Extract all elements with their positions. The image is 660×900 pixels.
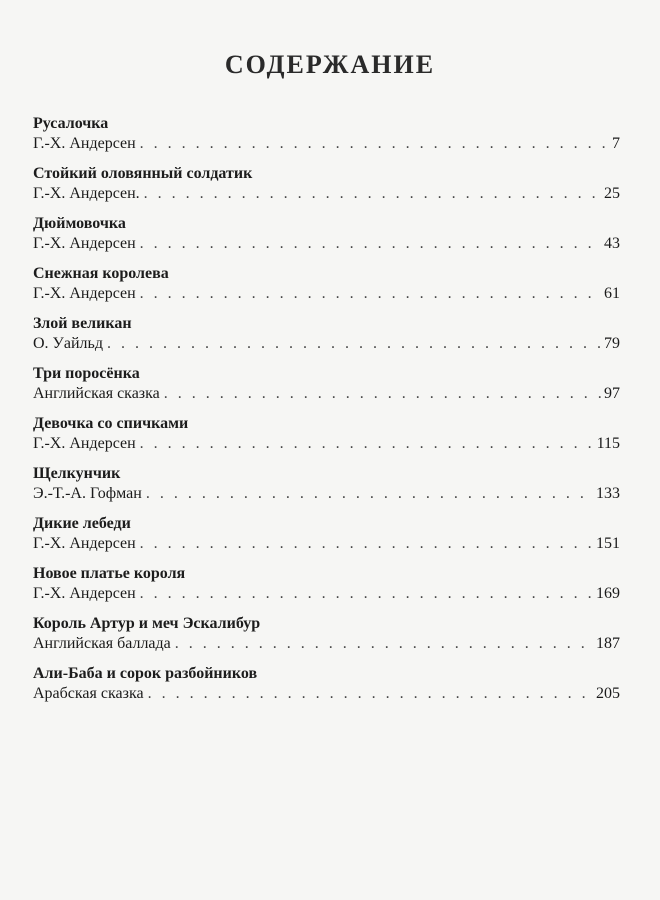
toc-entry-page: 187 xyxy=(596,635,620,652)
toc-entry-title: Щелкунчик xyxy=(33,465,121,482)
toc-entry-author: Английская сказка xyxy=(33,385,160,402)
toc-entry-page: 151 xyxy=(596,535,620,552)
toc-entry[interactable] xyxy=(33,565,620,615)
page-title: СОДЕРЖАНИЕ xyxy=(224,50,436,79)
toc-entry-page: 133 xyxy=(596,485,620,502)
toc-entry-author: Г.-Х. Андерсен xyxy=(33,135,136,152)
dot-leader xyxy=(140,283,602,305)
toc-entry[interactable] xyxy=(33,165,620,215)
toc-entry[interactable] xyxy=(33,615,620,665)
dot-leader xyxy=(175,633,594,655)
dot-leader xyxy=(140,133,610,155)
toc-entry[interactable] xyxy=(33,665,620,715)
toc-entry-author: Английская баллада xyxy=(33,635,171,652)
toc-entry-line xyxy=(33,383,620,405)
toc-entry-author: Г.-Х. Андерсен xyxy=(33,535,136,552)
toc-entry[interactable] xyxy=(33,215,620,265)
toc-entry-author: Г.-Х. Андерсен xyxy=(33,585,136,602)
toc-entry-title: Три поросёнка xyxy=(33,365,140,382)
toc-entry-line xyxy=(33,283,620,305)
toc-entry-author: Г.-Х. Андерсен xyxy=(33,285,136,302)
dot-leader xyxy=(148,683,594,705)
toc-entry[interactable] xyxy=(33,415,620,465)
toc-entry-title: Снежная королева xyxy=(33,265,169,282)
dot-leader xyxy=(140,433,595,455)
toc-entry-title: Русалочка xyxy=(33,115,109,132)
toc-entry-author: О. Уайльд xyxy=(33,335,103,352)
toc-entry-title: Дикие лебеди xyxy=(33,515,131,532)
toc-entry-author: Г.-Х. Андерсен xyxy=(33,435,136,452)
toc-entry-line xyxy=(33,133,620,155)
toc-entry-author: Арабская сказка xyxy=(33,685,144,702)
toc-entry-page: 97 xyxy=(604,385,620,402)
dot-leader xyxy=(140,233,602,255)
toc-entry-line xyxy=(33,583,620,605)
toc-entry-line xyxy=(33,433,620,455)
toc-entry[interactable] xyxy=(33,115,620,165)
dot-leader xyxy=(140,533,594,555)
dot-leader xyxy=(140,583,594,605)
toc-entry-line xyxy=(33,183,620,205)
toc-entry-author: Г.-Х. Андерсен. xyxy=(33,185,140,202)
toc-entry-page: 7 xyxy=(612,135,620,152)
toc-entry-line xyxy=(33,483,620,505)
toc-entry-page: 43 xyxy=(604,235,620,252)
toc-entry-title: Злой великан xyxy=(33,315,132,332)
dot-leader xyxy=(144,183,602,205)
toc-entry-title: Стойкий оловянный солдатик xyxy=(33,165,253,182)
dot-leader xyxy=(146,483,594,505)
toc-entry-title: Дюймовочка xyxy=(33,215,126,232)
toc-entry-line xyxy=(33,233,620,255)
toc-entry-title: Али-Баба и сорок разбойников xyxy=(33,665,258,682)
table-of-contents xyxy=(33,115,620,715)
toc-entry[interactable] xyxy=(33,265,620,315)
toc-entry[interactable] xyxy=(33,465,620,515)
toc-entry-title: Девочка со спичками xyxy=(33,415,189,432)
dot-leader xyxy=(164,383,602,405)
dot-leader xyxy=(107,333,602,355)
toc-entry-line xyxy=(33,533,620,555)
toc-entry-page: 205 xyxy=(596,685,620,702)
toc-entry-page: 25 xyxy=(604,185,620,202)
toc-entry-title: Король Артур и меч Эскалибур xyxy=(33,615,261,632)
toc-entry-page: 169 xyxy=(596,585,620,602)
toc-entry-line xyxy=(33,683,620,705)
toc-entry-title: Новое платье короля xyxy=(33,565,186,582)
toc-entry-author: Г.-Х. Андерсен xyxy=(33,235,136,252)
toc-entry[interactable] xyxy=(33,365,620,415)
toc-entry[interactable] xyxy=(33,315,620,365)
toc-entry-author: Э.-Т.-А. Гофман xyxy=(33,485,142,502)
toc-entry-page: 61 xyxy=(604,285,620,302)
toc-entry[interactable] xyxy=(33,515,620,565)
toc-entry-line xyxy=(33,633,620,655)
toc-entry-page: 79 xyxy=(604,335,620,352)
toc-entry-page: 115 xyxy=(596,435,620,452)
toc-entry-line xyxy=(33,333,620,355)
